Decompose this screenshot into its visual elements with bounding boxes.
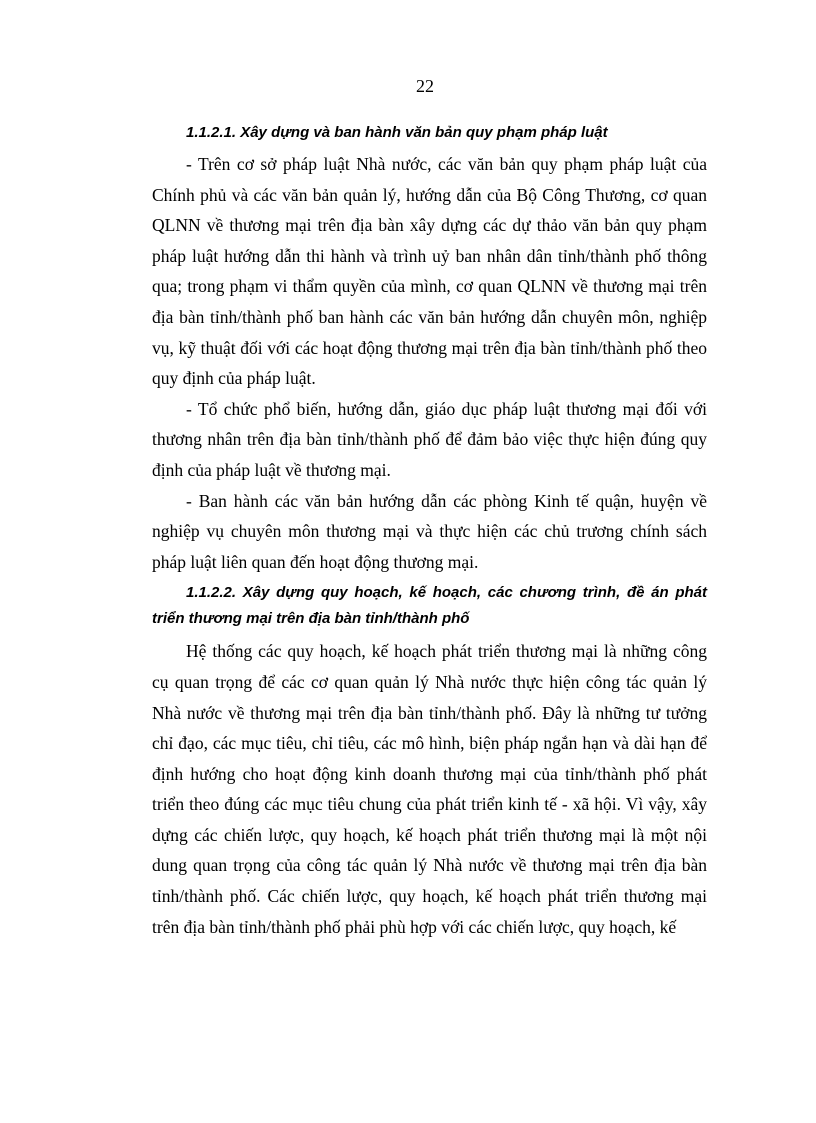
- paragraph: Hệ thống các quy hoạch, kế hoạch phát triển thương mại là những công cụ quan trọng để các cơ quan quản lý Nhà nước thực hiện công tác quản lý Nhà nước về thương mại trên địa bàn tỉnh/thành phố. Đây là những tư tưởng chỉ đạo, các mục tiêu, chỉ tiêu, các mô hình, biện pháp ngắn hạn và dài hạn để định hướng cho hoạt động kinh doanh thương mại của tỉnh/thành phố phát triển theo đúng các mục tiêu chung của phát triển kinh tế - xã hội. Vì vậy, xây dựng các chiến lược, quy hoạch, kế hoạch phát triển thương mại là một nội dung quan trọng của công tác quản lý Nhà nước về thương mại trên địa bàn tỉnh/thành phố. Các chiến lược, quy hoạch, kế hoạch phát triển thương mại trên địa bàn tỉnh/thành phố phải phù hợp với các chiến lược, quy hoạch, kế: [152, 641, 707, 937]
- section-heading-1-1-2-1: 1.1.2.1. Xây dựng và ban hành văn bản quy phạm pháp luật: [186, 124, 608, 141]
- paragraph: - Trên cơ sở pháp luật Nhà nước, các văn bản quy phạm pháp luật của Chính phủ và các văn bản quản lý, hướng dẫn của Bộ Công Thương, cơ quan QLNN về thương mại trên địa bàn xây dựng các dự thảo văn bản quy phạm pháp luật hướng dẫn thi hành và trình uỷ ban nhân dân tỉnh/thành phố thông qua; trong phạm vi thẩm quyền của mình, cơ quan QLNN về thương mại trên địa bàn tỉnh/thành phố ban hành các văn bản hướng dẫn chuyên môn, nghiệp vụ, kỹ thuật đối với các hoạt động thương mại trên địa bàn tỉnh/thành phố theo quy định của pháp luật.: [152, 154, 707, 389]
- page-content: [152, 122, 707, 942]
- section-heading-1-1-2-2: 1.1.2.2. Xây dựng quy hoạch, kế hoạch, các chương trình, đề án phát triển thương mại trên địa bàn tỉnh/thành phố: [152, 584, 707, 628]
- paragraph: - Tổ chức phổ biến, hướng dẫn, giáo dục pháp luật thương mại đối với thương nhân trên địa bàn tỉnh/thành phố để đảm bảo việc thực hiện đúng quy định của pháp luật về thương mại.: [152, 398, 707, 480]
- paragraph: - Ban hành các văn bản hướng dẫn các phòng Kinh tế quận, huyện về nghiệp vụ chuyên môn thương mại và thực hiện các chủ trương chính sách pháp luật liên quan đến hoạt động thương mại.: [152, 490, 707, 572]
- page-number: 22: [416, 76, 434, 96]
